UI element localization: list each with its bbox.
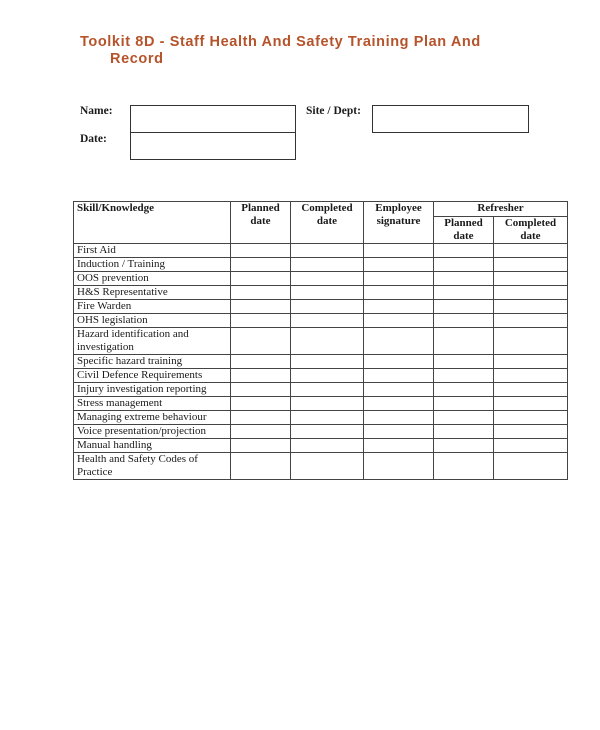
title-line-1: Toolkit 8D - Staff Health And Safety Training Plan And	[80, 34, 481, 50]
table-row	[74, 453, 568, 480]
planned-date-cell[interactable]	[231, 369, 291, 383]
skill-cell: OOS prevention	[74, 272, 231, 286]
refresher-planned-cell[interactable]	[434, 369, 494, 383]
signature-cell[interactable]	[364, 314, 434, 328]
site-dept-label: Site / Dept:	[306, 105, 361, 117]
signature-cell[interactable]	[364, 328, 434, 355]
refresher-planned-cell[interactable]	[434, 300, 494, 314]
signature-cell[interactable]	[364, 411, 434, 425]
completed-date-cell[interactable]	[291, 244, 364, 258]
signature-cell[interactable]	[364, 383, 434, 397]
refresher-planned-cell[interactable]	[434, 355, 494, 369]
completed-date-cell[interactable]	[291, 286, 364, 300]
refresher-completed-cell[interactable]	[494, 369, 568, 383]
refresher-planned-cell[interactable]	[434, 397, 494, 411]
skill-cell: Specific hazard training	[74, 355, 231, 369]
table-row	[74, 439, 568, 453]
name-field[interactable]	[130, 105, 296, 133]
table-row	[74, 355, 568, 369]
planned-date-cell[interactable]	[231, 355, 291, 369]
header-refresher-planned-date: Planned date	[434, 217, 494, 244]
completed-date-cell[interactable]	[291, 272, 364, 286]
skill-cell: H&S Representative	[74, 286, 231, 300]
refresher-planned-cell[interactable]	[434, 286, 494, 300]
refresher-completed-cell[interactable]	[494, 300, 568, 314]
refresher-planned-cell[interactable]	[434, 314, 494, 328]
refresher-completed-cell[interactable]	[494, 286, 568, 300]
planned-date-cell[interactable]	[231, 286, 291, 300]
completed-date-cell[interactable]	[291, 453, 364, 480]
table-row	[74, 425, 568, 439]
skill-cell: Stress management	[74, 397, 231, 411]
refresher-planned-cell[interactable]	[434, 272, 494, 286]
signature-cell[interactable]	[364, 286, 434, 300]
refresher-planned-cell[interactable]	[434, 411, 494, 425]
skill-cell: Fire Warden	[74, 300, 231, 314]
refresher-completed-cell[interactable]	[494, 244, 568, 258]
refresher-completed-cell[interactable]	[494, 355, 568, 369]
completed-date-cell[interactable]	[291, 300, 364, 314]
skill-cell: Hazard identification and investigation	[74, 328, 231, 355]
refresher-planned-cell[interactable]	[434, 383, 494, 397]
completed-date-cell[interactable]	[291, 439, 364, 453]
signature-cell[interactable]	[364, 369, 434, 383]
planned-date-cell[interactable]	[231, 314, 291, 328]
completed-date-cell[interactable]	[291, 355, 364, 369]
signature-cell[interactable]	[364, 355, 434, 369]
completed-date-cell[interactable]	[291, 411, 364, 425]
skill-cell: Health and Safety Codes of Practice	[74, 453, 231, 480]
completed-date-cell[interactable]	[291, 383, 364, 397]
planned-date-cell[interactable]	[231, 300, 291, 314]
skill-cell: Induction / Training	[74, 258, 231, 272]
document-title	[80, 34, 520, 68]
planned-date-cell[interactable]	[231, 328, 291, 355]
refresher-planned-cell[interactable]	[434, 439, 494, 453]
table-row	[74, 300, 568, 314]
signature-cell[interactable]	[364, 258, 434, 272]
training-table-body	[74, 244, 568, 480]
refresher-planned-cell[interactable]	[434, 244, 494, 258]
signature-cell[interactable]	[364, 300, 434, 314]
refresher-completed-cell[interactable]	[494, 258, 568, 272]
refresher-completed-cell[interactable]	[494, 425, 568, 439]
site-dept-field[interactable]	[372, 105, 529, 133]
planned-date-cell[interactable]	[231, 244, 291, 258]
completed-date-cell[interactable]	[291, 369, 364, 383]
table-row	[74, 286, 568, 300]
table-row	[74, 314, 568, 328]
table-row	[74, 244, 568, 258]
skill-cell: Manual handling	[74, 439, 231, 453]
header-refresher-completed-date: Completed date	[494, 217, 568, 244]
completed-date-cell[interactable]	[291, 328, 364, 355]
table-row	[74, 383, 568, 397]
refresher-completed-cell[interactable]	[494, 411, 568, 425]
training-table	[73, 201, 568, 480]
signature-cell[interactable]	[364, 439, 434, 453]
refresher-completed-cell[interactable]	[494, 439, 568, 453]
refresher-planned-cell[interactable]	[434, 258, 494, 272]
completed-date-cell[interactable]	[291, 314, 364, 328]
refresher-completed-cell[interactable]	[494, 328, 568, 355]
signature-cell[interactable]	[364, 425, 434, 439]
refresher-completed-cell[interactable]	[494, 397, 568, 411]
planned-date-cell[interactable]	[231, 411, 291, 425]
table-row	[74, 369, 568, 383]
header-planned-date: Planned date	[231, 202, 291, 244]
planned-date-cell[interactable]	[231, 439, 291, 453]
date-label: Date:	[80, 133, 107, 145]
table-row	[74, 258, 568, 272]
refresher-completed-cell[interactable]	[494, 383, 568, 397]
refresher-planned-cell[interactable]	[434, 453, 494, 480]
completed-date-cell[interactable]	[291, 258, 364, 272]
skill-cell: Managing extreme behaviour	[74, 411, 231, 425]
table-row	[74, 272, 568, 286]
refresher-planned-cell[interactable]	[434, 425, 494, 439]
refresher-completed-cell[interactable]	[494, 272, 568, 286]
skill-cell: First Aid	[74, 244, 231, 258]
skill-cell: Voice presentation/projection	[74, 425, 231, 439]
completed-date-cell[interactable]	[291, 397, 364, 411]
signature-cell[interactable]	[364, 397, 434, 411]
table-row	[74, 328, 568, 355]
skill-cell: Injury investigation reporting	[74, 383, 231, 397]
skill-cell: OHS legislation	[74, 314, 231, 328]
date-field[interactable]	[130, 132, 296, 160]
table-row	[74, 411, 568, 425]
signature-cell[interactable]	[364, 244, 434, 258]
header-skill: Skill/Knowledge	[74, 202, 231, 244]
header-completed-date: Completed date	[291, 202, 364, 244]
planned-date-cell[interactable]	[231, 258, 291, 272]
signature-cell[interactable]	[364, 453, 434, 480]
signature-cell[interactable]	[364, 272, 434, 286]
refresher-completed-cell[interactable]	[494, 314, 568, 328]
refresher-completed-cell[interactable]	[494, 453, 568, 480]
planned-date-cell[interactable]	[231, 453, 291, 480]
refresher-planned-cell[interactable]	[434, 328, 494, 355]
planned-date-cell[interactable]	[231, 383, 291, 397]
title-line-2: Record	[110, 51, 164, 67]
completed-date-cell[interactable]	[291, 425, 364, 439]
planned-date-cell[interactable]	[231, 272, 291, 286]
header-refresher: Refresher	[434, 202, 568, 217]
planned-date-cell[interactable]	[231, 425, 291, 439]
table-row	[74, 397, 568, 411]
planned-date-cell[interactable]	[231, 397, 291, 411]
skill-cell: Civil Defence Requirements	[74, 369, 231, 383]
header-employee-signature: Employee signature	[364, 202, 434, 244]
name-label: Name:	[80, 105, 113, 117]
